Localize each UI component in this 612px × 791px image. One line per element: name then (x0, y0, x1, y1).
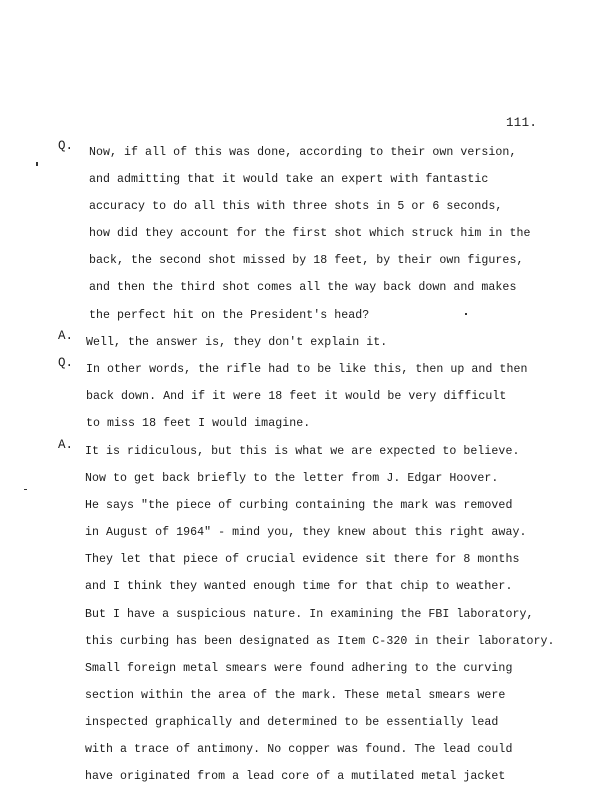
text-line: with a trace of antimony. No copper was found. The lead could (85, 743, 513, 757)
question-text-block (86, 356, 527, 437)
text-line: have originated from a lead core of a mutilated metal jacket (85, 770, 506, 784)
speaker-label: A. (58, 438, 74, 452)
text-line: and I think they wanted enough time for that chip to weather. (85, 580, 513, 594)
text-line: to miss 18 feet I would imagine. (86, 417, 311, 431)
scan-mark (465, 313, 467, 315)
speaker-label: Q. (58, 139, 74, 153)
answer-text-block (89, 139, 530, 329)
text-line: But I have a suspicious nature. In examining the FBI laboratory, (85, 607, 534, 621)
text-line: back, the second shot missed by 18 feet, by their own figures, (89, 254, 524, 268)
text-line: Well, the answer is, they don't explain it. (86, 336, 388, 349)
text-line: the perfect hit on the President's head? (89, 308, 370, 322)
text-line: back down. And if it were 18 feet it would be very difficult (86, 390, 507, 404)
text-line: section within the area of the mark. These metal smears were (85, 688, 506, 702)
text-line: They let that piece of crucial evidence sit there for 8 months (85, 553, 520, 567)
text-line: In other words, the rifle had to be like this, then up and then (86, 363, 528, 376)
text-line: how did they account for the first shot which struck him in the (89, 227, 531, 241)
scan-mark (36, 162, 38, 166)
text-line: and admitting that it would take an expert with fantastic (89, 173, 489, 187)
speaker-label: A. (58, 329, 74, 343)
text-line: inspected graphically and determined to be essentially lead (85, 715, 499, 729)
answer-text-block (85, 438, 555, 790)
scan-mark (24, 489, 27, 490)
page-number: 111. (506, 116, 538, 130)
text-line: It is ridiculous, but this is what we are expected to believe. (85, 445, 520, 458)
text-line: Now to get back briefly to the letter from J. Edgar Hoover. (85, 472, 499, 486)
text-line: He says "the piece of curbing containing the mark was removed (85, 499, 513, 513)
answer-text-block (86, 329, 387, 356)
speaker-label: Q. (58, 356, 74, 370)
text-line: this curbing has been designated as Item C-320 in their laboratory. (85, 634, 555, 648)
text-line: and then the third shot comes all the way back down and makes (89, 281, 517, 295)
text-line: accuracy to do all this with three shots in 5 or 6 seconds, (89, 200, 503, 214)
text-line: Small foreign metal smears were found adhering to the curving (85, 661, 513, 675)
text-line: Now, if all of this was done, according to their own version, (89, 146, 517, 159)
text-line: in August of 1964" - mind you, they knew about this right away. (85, 526, 527, 540)
